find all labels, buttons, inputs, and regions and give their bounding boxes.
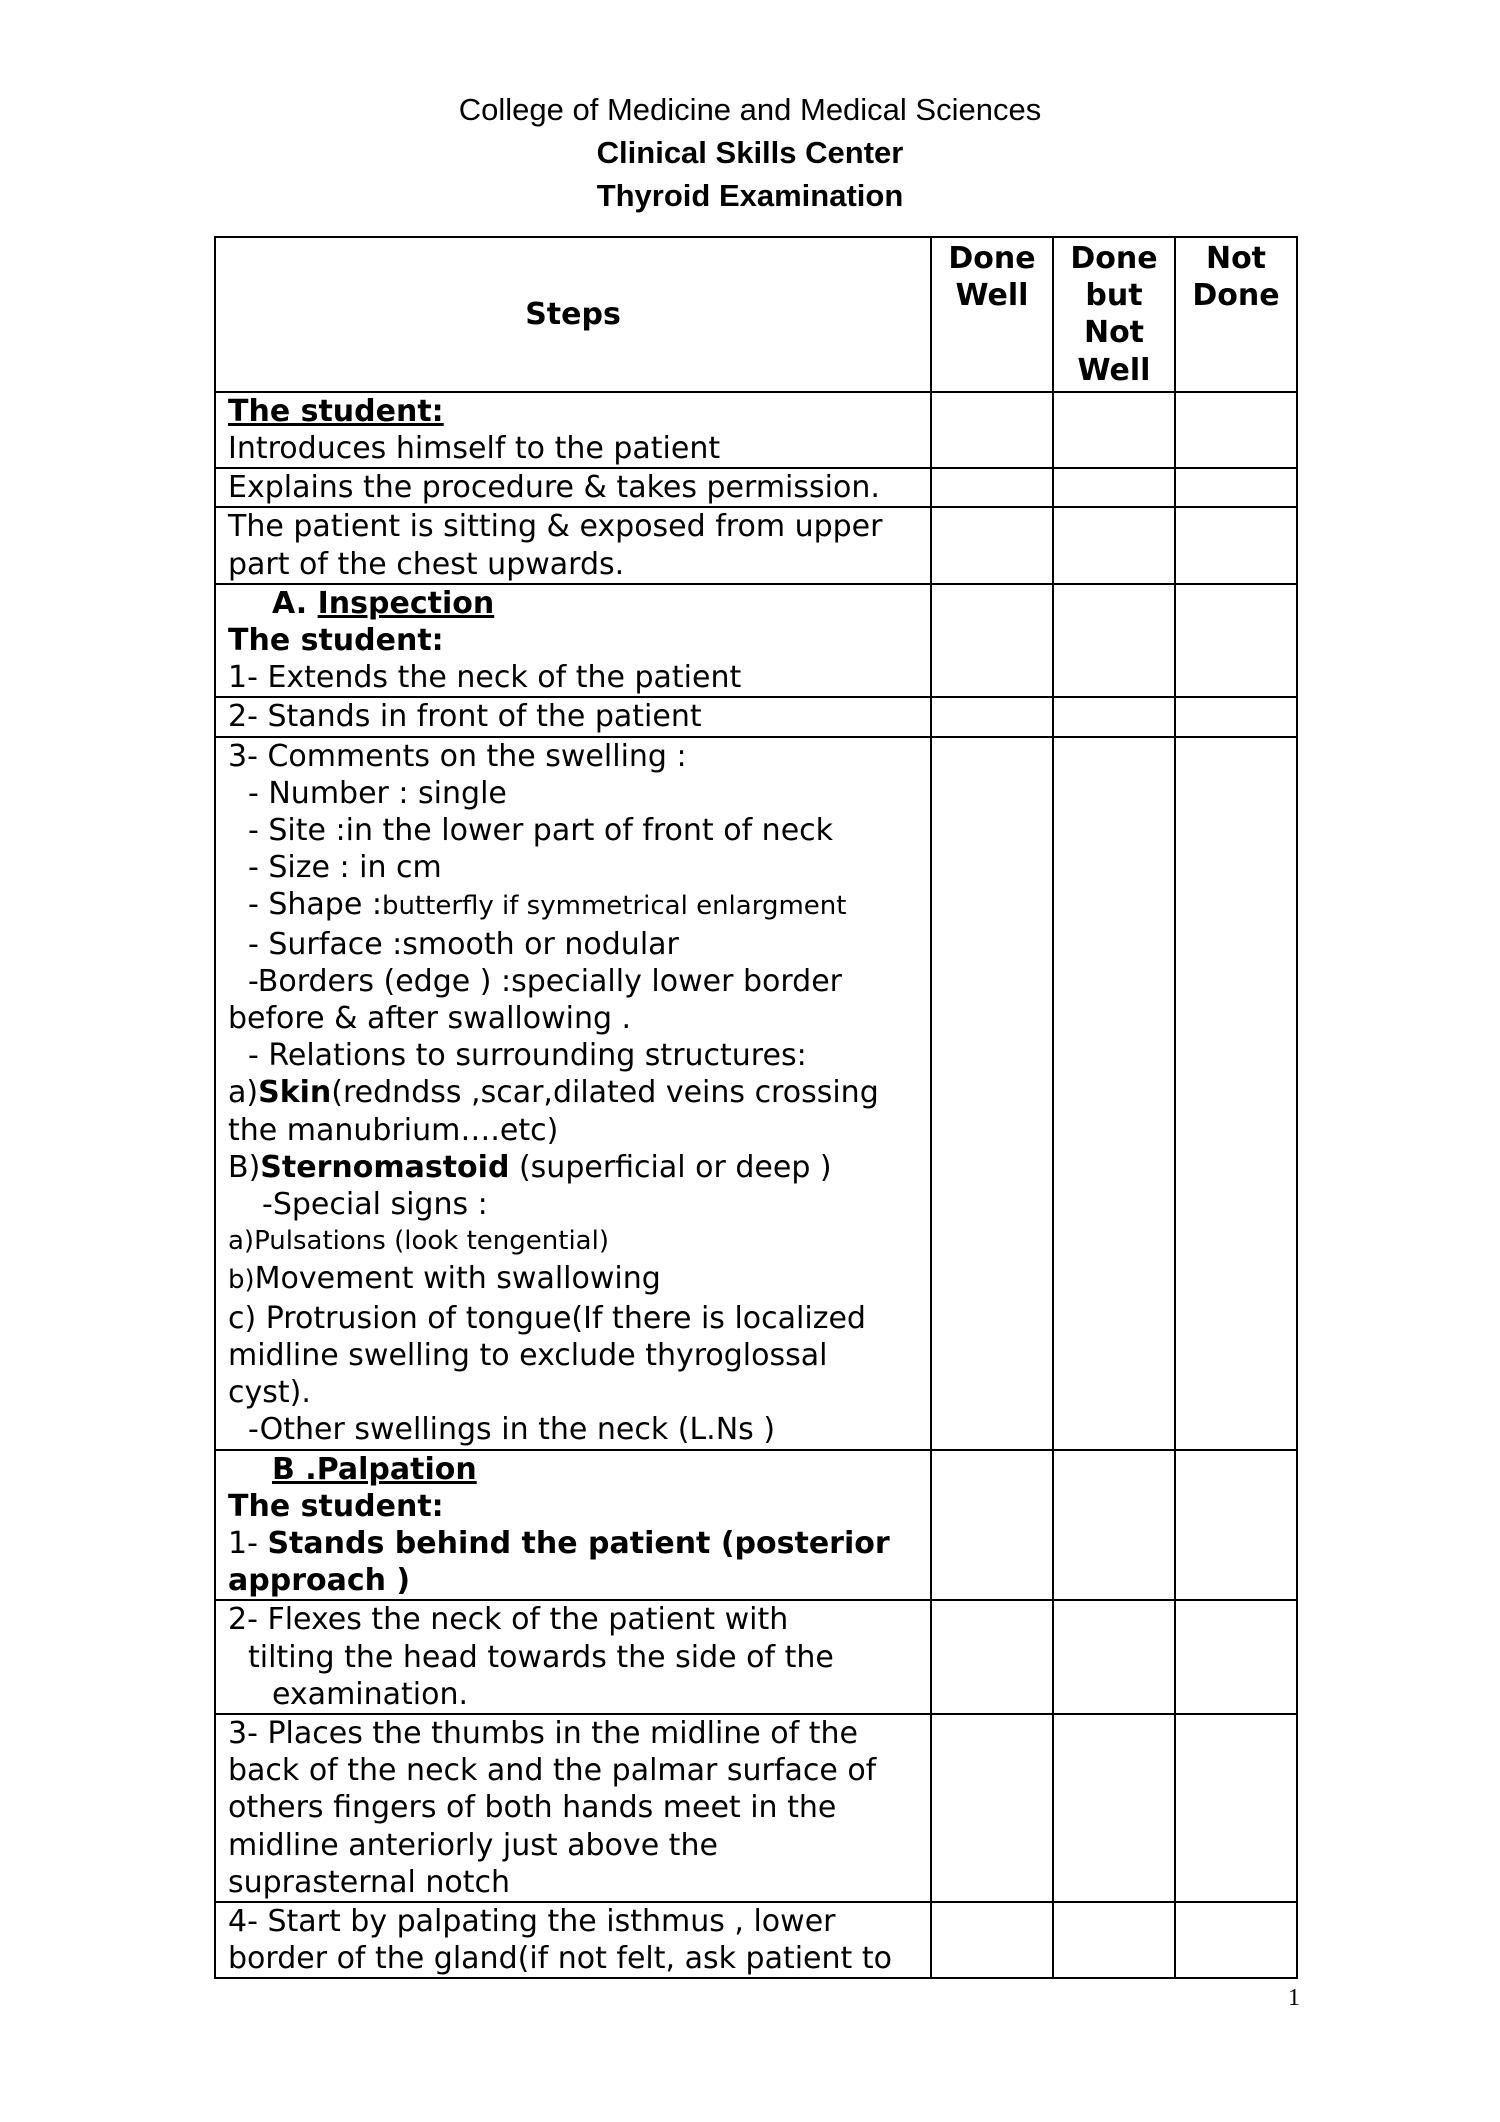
mark-cell-done-not-well[interactable] xyxy=(1053,468,1175,507)
step-cell: 3- Places the thumbs in the midline of the back of the neck and the palmar surface of others fingers of both hands meet in the midline anteriorly just above the suprasternal notch xyxy=(215,1714,931,1902)
mark-cell-done-well[interactable] xyxy=(931,584,1053,698)
table-row xyxy=(215,392,1297,468)
column-header-not-done: Not Done xyxy=(1175,237,1297,392)
mark-cell-done-not-well[interactable] xyxy=(1053,1714,1175,1902)
table-row xyxy=(215,1450,1297,1601)
mark-cell-done-not-well[interactable] xyxy=(1053,1902,1175,1978)
college-name: College of Medicine and Medical Sciences xyxy=(458,92,1042,127)
table-row xyxy=(215,697,1297,736)
column-header-steps: Steps xyxy=(215,237,931,392)
mark-cell-not-done[interactable] xyxy=(1175,584,1297,698)
table-row xyxy=(215,584,1297,698)
mark-cell-done-well[interactable] xyxy=(931,1902,1053,1978)
mark-cell-not-done[interactable] xyxy=(1175,468,1297,507)
mark-cell-not-done[interactable] xyxy=(1175,1450,1297,1601)
mark-cell-done-well[interactable] xyxy=(931,507,1053,583)
table-row xyxy=(215,1902,1297,1978)
mark-cell-done-not-well[interactable] xyxy=(1053,392,1175,468)
step-cell: A. Inspection The student: 1- Extends the neck of the patient xyxy=(215,584,931,698)
mark-cell-not-done[interactable] xyxy=(1175,697,1297,736)
mark-cell-done-well[interactable] xyxy=(931,1450,1053,1601)
mark-cell-not-done[interactable] xyxy=(1175,1714,1297,1902)
document-header xyxy=(0,88,1500,217)
mark-cell-done-not-well[interactable] xyxy=(1053,1450,1175,1601)
mark-cell-not-done[interactable] xyxy=(1175,1600,1297,1714)
mark-cell-done-well[interactable] xyxy=(931,1600,1053,1714)
table-row xyxy=(215,468,1297,507)
mark-cell-done-not-well[interactable] xyxy=(1053,584,1175,698)
step-cell: B .Palpation The student: 1- Stands behind the patient (posterior approach ) xyxy=(215,1450,931,1601)
header-row xyxy=(215,237,1297,392)
mark-cell-done-well[interactable] xyxy=(931,697,1053,736)
step-cell: The student: Introduces himself to the patient xyxy=(215,392,931,468)
section-heading-palpation: B .Palpation xyxy=(272,1451,477,1487)
mark-cell-done-well[interactable] xyxy=(931,392,1053,468)
mark-cell-done-well[interactable] xyxy=(931,1714,1053,1902)
document-title: Thyroid Examination xyxy=(596,178,904,213)
mark-cell-not-done[interactable] xyxy=(1175,1902,1297,1978)
checklist-table xyxy=(214,236,1298,1979)
table-row xyxy=(215,507,1297,583)
mark-cell-not-done[interactable] xyxy=(1175,392,1297,468)
step-cell: 3- Comments on the swelling : - Number : single - Site :in the lower part of front of neck - Size : in cm - Shape :butterfly if symmetrical enlargment - Surface :smooth or nodular -Borders (edge ) :specially lower border before & after swallowing . - Relations to surrounding structures: a)Skin(redndss ,scar,dilated veins crossing the manubrium….etc) B)Sternomastoid (superficial or deep ) -Special signs : a)Pulsations (look tengential) b)Movement with swallowing c) Protrusion of tongue(If there is localized midline swelling to exclude thyroglossal cyst). -Other swellings in the neck (L.Ns ) xyxy=(215,737,931,1450)
page-number: 1 xyxy=(1288,1985,1300,2011)
table-row xyxy=(215,1600,1297,1714)
step-cell: Explains the procedure & takes permission. xyxy=(215,468,931,507)
step-cell: 2- Flexes the neck of the patient with tilting the head towards the side of the examination. xyxy=(215,1600,931,1714)
mark-cell-not-done[interactable] xyxy=(1175,737,1297,1450)
mark-cell-done-well[interactable] xyxy=(931,737,1053,1450)
mark-cell-done-not-well[interactable] xyxy=(1053,737,1175,1450)
center-name: Clinical Skills Center xyxy=(596,135,904,170)
step-cell: 2- Stands in front of the patient xyxy=(215,697,931,736)
section-heading-inspection: A. Inspection xyxy=(272,585,495,621)
mark-cell-done-not-well[interactable] xyxy=(1053,697,1175,736)
mark-cell-done-not-well[interactable] xyxy=(1053,507,1175,583)
column-header-done-not-well: Done but Not Well xyxy=(1053,237,1175,392)
column-header-done-well: Done Well xyxy=(931,237,1053,392)
table-row xyxy=(215,1714,1297,1902)
step-cell: 4- Start by palpating the isthmus , lower border of the gland(if not felt, ask patient to xyxy=(215,1902,931,1978)
mark-cell-done-well[interactable] xyxy=(931,468,1053,507)
table-row xyxy=(215,737,1297,1450)
mark-cell-not-done[interactable] xyxy=(1175,507,1297,583)
step-cell: The patient is sitting & exposed from upper part of the chest upwards. xyxy=(215,507,931,583)
mark-cell-done-not-well[interactable] xyxy=(1053,1600,1175,1714)
